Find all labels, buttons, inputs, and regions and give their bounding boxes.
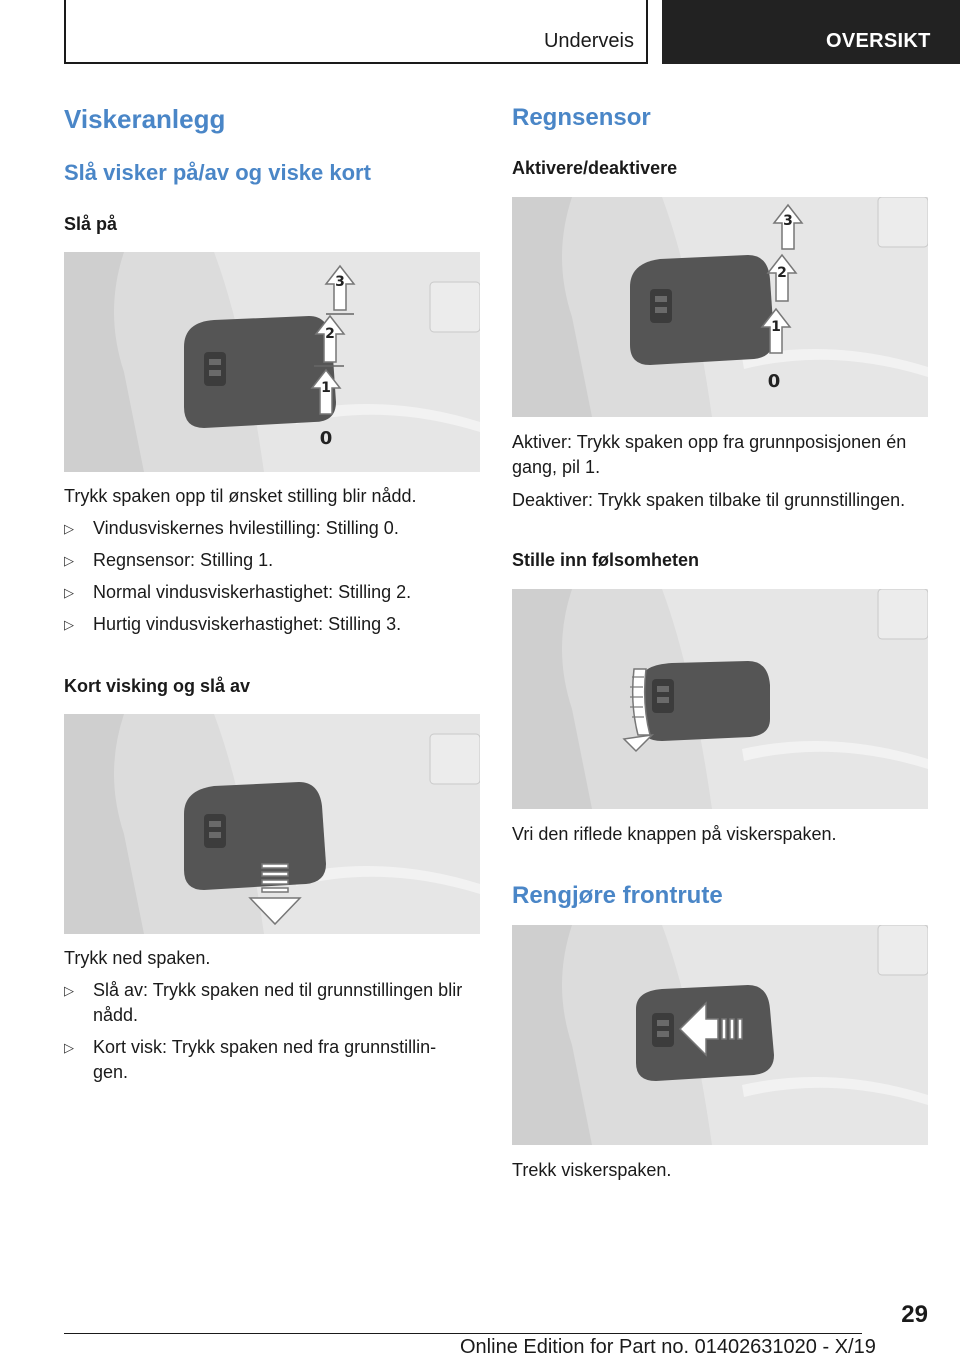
figure-label-1: 1 (321, 380, 331, 396)
page-number: 29 (901, 1301, 928, 1328)
header-active-label: OVERSIKT (826, 30, 931, 52)
figure-rain-sensor (512, 197, 928, 417)
heading-short-wipe: Kort visking og slå av (64, 676, 251, 696)
bullet-triangle-icon: ▷ (64, 983, 74, 998)
header-section-label: Underveis (543, 30, 634, 52)
figure-clean-windshield (512, 925, 928, 1145)
figure-lever-down (64, 714, 480, 934)
section-title-wiper: Viskeranlegg (64, 104, 226, 134)
heading-activate: Aktivere/deaktivere (512, 158, 678, 178)
paragraph-sensitivity: Vri den riflede knappen på viskerspaken. (512, 824, 837, 844)
figure-label-1: 1 (771, 319, 781, 335)
header-active-tab[interactable] (662, 0, 960, 64)
paragraph-pull-lever: Trekk viskerspaken. (512, 1160, 672, 1180)
figure-sensitivity (512, 589, 928, 809)
bullet-triangle-icon: ▷ (64, 521, 74, 536)
bullet-triangle-icon: ▷ (64, 1040, 74, 1055)
section-title-rain-sensor: Regnsensor (512, 104, 651, 131)
footer-edition: Online Edition for Part no. 01402631020 - X/19 (460, 1336, 876, 1358)
paragraph-activate: Aktiver: Trykk spaken opp fra grunnposisjonen én gang, pil 1. (512, 432, 907, 477)
footer-divider (64, 1333, 862, 1334)
figure-label-3: 3 (335, 274, 345, 290)
paragraph-press-down: Trykk ned spaken. (64, 948, 211, 968)
bullet-triangle-icon: ▷ (64, 553, 74, 568)
section-title-clean-windshield: Rengjøre frontrute (512, 882, 723, 909)
heading-switch-on: Slå på (64, 214, 118, 234)
subsection-title-onoff: Slå visker på/av og viske kort (64, 160, 371, 185)
paragraph-deactivate: Deaktiver: Trykk spaken tilbake til grunnstillingen. (512, 490, 906, 510)
bullet-triangle-icon: ▷ (64, 585, 74, 600)
figure-label-2: 2 (777, 265, 787, 281)
figure-lever-up (64, 252, 480, 472)
figure-label-0: 0 (767, 371, 781, 392)
bullet-triangle-icon: ▷ (64, 617, 74, 632)
header-section-tab[interactable] (64, 0, 648, 64)
heading-sensitivity: Stille inn følsomheten (512, 550, 700, 570)
figure-label-0: 0 (319, 428, 333, 449)
figure-label-3: 3 (783, 213, 793, 229)
paragraph-lever-up: Trykk spaken opp til ønsket stilling blir nådd. (64, 486, 417, 506)
figure-label-2: 2 (325, 326, 335, 342)
